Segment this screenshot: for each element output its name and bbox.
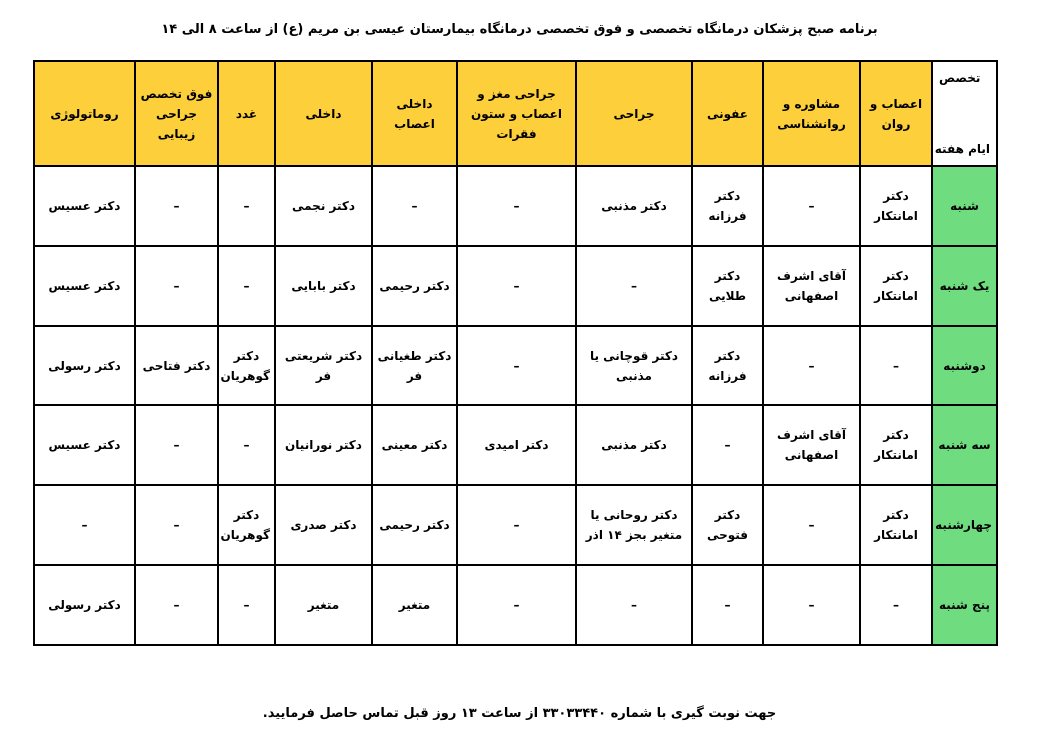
table-cell: – <box>763 326 860 406</box>
table-cell: آقای اشرف اصفهانی <box>763 246 860 326</box>
table-cell: دکتر فرزانه <box>692 326 763 406</box>
table-cell: دکتر شریعتی فر <box>275 326 372 406</box>
table-cell: – <box>218 405 275 485</box>
table-cell: دکتر طلایی <box>692 246 763 326</box>
column-header: جراحی <box>576 61 692 166</box>
table-cell: دکتر صدری <box>275 485 372 565</box>
table-cell: دکتر گوهریان <box>218 326 275 406</box>
table-cell: دکتر طغیانی فر <box>372 326 457 406</box>
table-cell: متغیر <box>275 565 372 645</box>
table-cell: – <box>135 565 218 645</box>
table-cell: – <box>763 485 860 565</box>
table-cell: دکتر عسیس <box>34 166 135 246</box>
table-row <box>34 246 997 326</box>
corner-weekday-label: ایام هفته <box>934 142 990 156</box>
table-cell: دکتر امانتکار <box>860 166 932 246</box>
table-cell: دکتر امانتکار <box>860 405 932 485</box>
day-cell: شنبه <box>932 166 997 246</box>
table-cell: – <box>457 485 576 565</box>
table-cell: دکتر بابایی <box>275 246 372 326</box>
table-cell: – <box>860 565 932 645</box>
table-row <box>34 405 997 485</box>
column-header: داخلی اعصاب <box>372 61 457 166</box>
column-header: داخلی <box>275 61 372 166</box>
table-cell: دکتر نورانیان <box>275 405 372 485</box>
day-cell: پنج شنبه <box>932 565 997 645</box>
table-cell: دکتر رسولی <box>34 565 135 645</box>
table-cell: – <box>576 246 692 326</box>
table-cell: – <box>218 246 275 326</box>
table-cell: دکتر امیدی <box>457 405 576 485</box>
table-cell: آقای اشرف اصفهانی <box>763 405 860 485</box>
table-row <box>34 565 997 645</box>
table-cell: دکتر رحیمی <box>372 246 457 326</box>
table-row <box>34 326 997 406</box>
column-header: اعصاب و روان <box>860 61 932 166</box>
table-cell: دکتر رسولی <box>34 326 135 406</box>
table-cell: – <box>692 565 763 645</box>
table-cell: – <box>763 565 860 645</box>
table-cell: دکتر عسیس <box>34 246 135 326</box>
table-row <box>34 166 997 246</box>
table-cell: دکتر فتاحی <box>135 326 218 406</box>
column-header: جراحی مغز و اعصاب و ستون فقرات <box>457 61 576 166</box>
table-cell: – <box>135 246 218 326</box>
column-header: مشاوره و روانشناسی <box>763 61 860 166</box>
schedule-table <box>33 60 998 646</box>
table-cell: دکتر امانتکار <box>860 246 932 326</box>
table-cell: – <box>135 485 218 565</box>
table-cell: – <box>692 405 763 485</box>
table-cell: دکتر مذنبی <box>576 405 692 485</box>
day-cell: یک شنبه <box>932 246 997 326</box>
column-header: روماتولوژی <box>34 61 135 166</box>
column-header: فوق تخصص جراحی زیبایی <box>135 61 218 166</box>
table-cell: – <box>218 166 275 246</box>
table-cell: – <box>218 565 275 645</box>
footer-note: جهت نوبت گیری با شماره ۳۳۰۳۳۴۴۰ از ساعت ۱۳ روز قبل تماس حاصل فرمایید. <box>262 706 777 721</box>
column-header: عفونی <box>692 61 763 166</box>
corner-specialty-label: تخصص <box>939 71 981 85</box>
table-cell: دکتر گوهریان <box>218 485 275 565</box>
table-cell: – <box>457 326 576 406</box>
table-cell: دکتر عسیس <box>34 405 135 485</box>
table-cell: دکتر مذنبی <box>576 166 692 246</box>
table-cell: دکتر فتوحی <box>692 485 763 565</box>
table-cell: دکتر روحانی یا متغیر بجز ۱۴ اذر <box>576 485 692 565</box>
table-cell: دکتر امانتکار <box>860 485 932 565</box>
table-cell: متغیر <box>372 565 457 645</box>
day-cell: سه شنبه <box>932 405 997 485</box>
table-cell: – <box>34 485 135 565</box>
table-cell: دکتر قوچانی یا مذنبی <box>576 326 692 406</box>
table-cell: – <box>372 166 457 246</box>
table-cell: دکتر فرزانه <box>692 166 763 246</box>
table-cell: – <box>457 166 576 246</box>
table-cell: – <box>576 565 692 645</box>
table-cell: دکتر رحیمی <box>372 485 457 565</box>
table-cell: – <box>135 405 218 485</box>
column-header: غدد <box>218 61 275 166</box>
day-cell: دوشنبه <box>932 326 997 406</box>
table-cell: – <box>763 166 860 246</box>
table-cell: دکتر معینی <box>372 405 457 485</box>
table-cell: دکتر نجمی <box>275 166 372 246</box>
table-cell: – <box>860 326 932 406</box>
table-cell: – <box>457 565 576 645</box>
corner-cell <box>932 61 997 166</box>
header-row <box>34 61 997 166</box>
table-cell: – <box>457 246 576 326</box>
table-row <box>34 485 997 565</box>
day-cell: چهارشنبه <box>932 485 997 565</box>
table-cell: – <box>135 166 218 246</box>
page-title: برنامه صبح پزشکان درمانگاه تخصصی و فوق تخصصی درمانگاه بیمارستان عیسی بن مریم (ع) از ساعت ۸ الی ۱۴ <box>161 22 878 37</box>
